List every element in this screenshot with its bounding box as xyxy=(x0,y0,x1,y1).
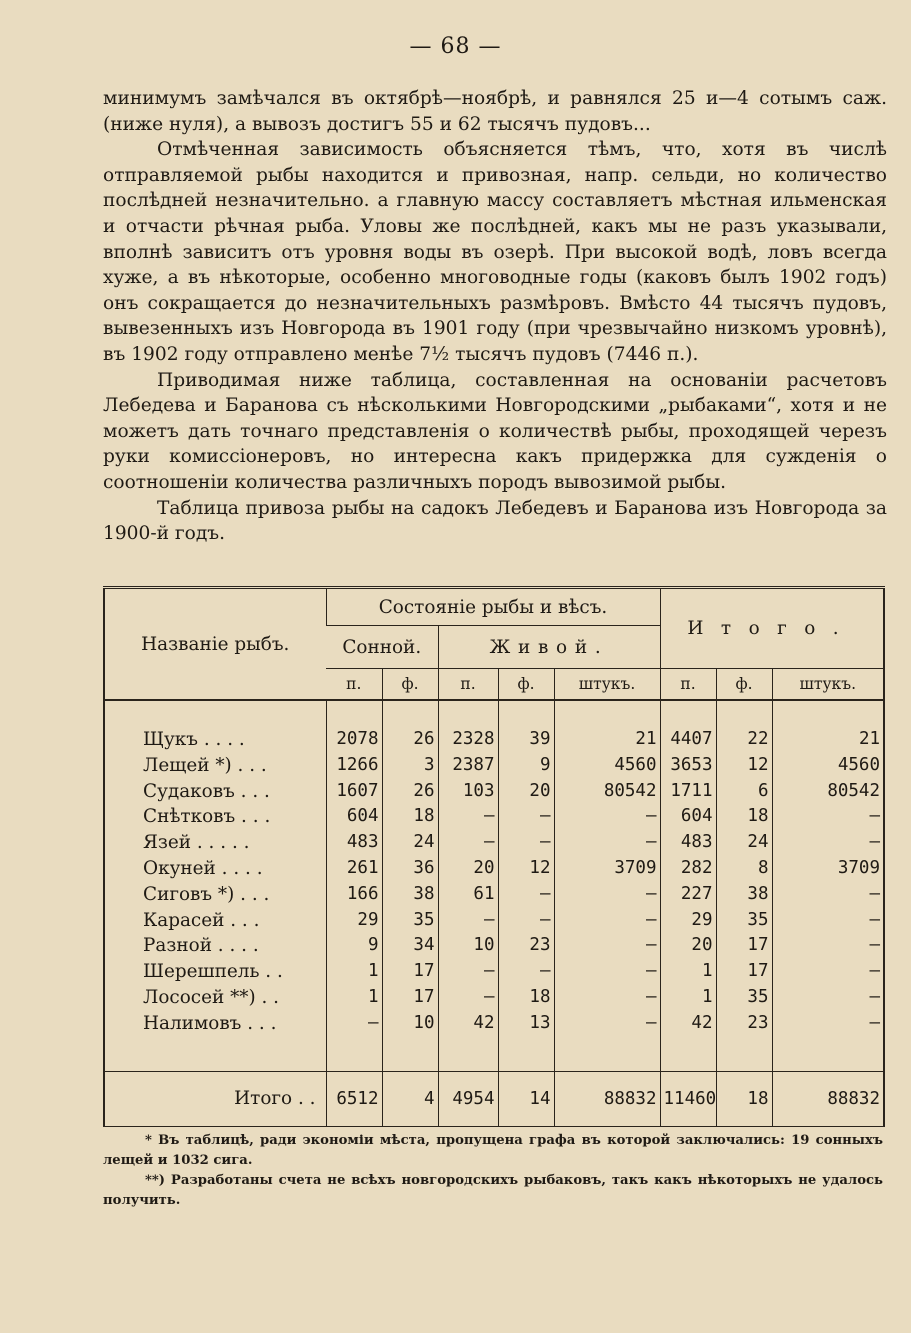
total-pud-cell: 1 xyxy=(660,985,716,1011)
fish-name-cell: Язей . . . . . xyxy=(143,832,250,854)
live-pieces-cell: — xyxy=(554,1011,660,1037)
total-funt-cell: 12 xyxy=(716,753,772,779)
table-caption: Таблица привоза рыбы на садокъ Лебедевъ и Баранова изъ Новгорода за 1900-й годъ. xyxy=(103,497,887,545)
live-pud-cell: 2387 xyxy=(438,753,498,779)
sleeping-pud-cell: 1266 xyxy=(326,753,382,779)
page-number: — 68 — xyxy=(409,34,502,59)
total-pieces-cell: — xyxy=(772,830,884,856)
fish-name-cell: Карасей . . . xyxy=(143,909,260,931)
live-funt-cell: 23 xyxy=(498,933,554,959)
live-funt-cell: 13 xyxy=(498,1011,554,1037)
unit-funt: ф. xyxy=(498,669,554,701)
live-funt-cell: 39 xyxy=(498,727,554,753)
live-pieces-cell: — xyxy=(554,933,660,959)
sleeping-funt-cell: 34 xyxy=(382,933,438,959)
fish-name-cell: Лещей *) . . . xyxy=(143,754,267,776)
live-pud-cell: 61 xyxy=(438,882,498,908)
sleeping-pud-cell: 6512 xyxy=(326,1071,382,1126)
footnote: **) Разработаны счета не всѣхъ новгородскихъ рыбаковъ, такъ какъ нѣкоторыхъ не удалось получить. xyxy=(103,1173,883,1208)
total-pieces-cell: — xyxy=(772,933,884,959)
live-pud-cell: 42 xyxy=(438,1011,498,1037)
unit-funt: ф. xyxy=(716,669,772,701)
fish-import-table xyxy=(103,586,885,1127)
live-pieces-cell: 3709 xyxy=(554,856,660,882)
fish-name-cell: Итого . . xyxy=(104,1071,326,1126)
fish-name-cell: Окуней . . . . xyxy=(143,857,263,879)
paragraph: Отмѣченная зависимость объясняется тѣмъ, что, хотя въ числѣ отправляемой рыбы находится и привозная, напр. сельди, но количество послѣдней незначительно. а главную массу составляетъ мѣстная ильменская и отчасти рѣчная рыба. Уловы же послѣдней, какъ мы не разъ указывали, вполнѣ зависитъ отъ уровня воды въ озерѣ. При высокой водѣ, ловъ всегда хуже, а въ нѣкоторые, особенно многоводные годы (каковъ былъ 1902 годъ) онъ сокращается до незначительныхъ размѣровъ. Вмѣсто 44 тысячъ пудовъ, вывезенныхъ изъ Новгорода въ 1901 году (при чрезвычайно низкомъ уровнѣ), въ 1902 году отправлено менѣе 7½ тысячъ пудовъ (7446 п.). xyxy=(103,139,887,365)
live-pieces-cell: 21 xyxy=(554,727,660,753)
total-pieces-cell: — xyxy=(772,882,884,908)
table-body xyxy=(104,700,884,1126)
live-pieces-cell: — xyxy=(554,830,660,856)
total-pieces-cell: 88832 xyxy=(772,1071,884,1126)
live-pieces-cell: 88832 xyxy=(554,1071,660,1126)
fish-name-cell: Налимовъ . . . xyxy=(143,1012,277,1034)
table-row xyxy=(104,779,884,805)
total-funt-cell: 17 xyxy=(716,959,772,985)
table-row xyxy=(104,985,884,1011)
sleeping-pud-cell: 166 xyxy=(326,882,382,908)
sleeping-funt-cell: 26 xyxy=(382,727,438,753)
fish-name-cell: Лососей **) . . xyxy=(143,986,280,1008)
sleeping-pud-cell: 261 xyxy=(326,856,382,882)
total-funt-cell: 6 xyxy=(716,779,772,805)
total-funt-cell: 18 xyxy=(716,804,772,830)
fish-name-cell: Сиговъ *) . . . xyxy=(143,883,270,905)
live-pud-cell: — xyxy=(438,804,498,830)
total-pud-cell: 3653 xyxy=(660,753,716,779)
column-header-state: Состояніе рыбы и вѣсъ. xyxy=(326,588,660,626)
total-pieces-cell: 21 xyxy=(772,727,884,753)
live-funt-cell: — xyxy=(498,882,554,908)
sleeping-pud-cell: 1 xyxy=(326,985,382,1011)
live-funt-cell: 14 xyxy=(498,1071,554,1126)
footnote: * Въ таблицѣ, ради экономіи мѣста, пропущена графа въ которой заключались: 19 сонныхъ лещей и 1032 сига. xyxy=(103,1133,883,1168)
live-pud-cell: 10 xyxy=(438,933,498,959)
fish-name-cell: Шерешпель . . xyxy=(143,961,283,983)
unit-pieces: штукъ. xyxy=(772,669,884,701)
sleeping-funt-cell: 17 xyxy=(382,959,438,985)
live-pud-cell: — xyxy=(438,830,498,856)
sleeping-funt-cell: 18 xyxy=(382,804,438,830)
footnote-divider xyxy=(103,1126,403,1127)
live-funt-cell: 12 xyxy=(498,856,554,882)
total-pieces-cell: — xyxy=(772,1011,884,1037)
fish-import-table-wrapper xyxy=(103,586,883,1127)
sleeping-funt-cell: 3 xyxy=(382,753,438,779)
live-pieces-cell: — xyxy=(554,908,660,934)
live-pieces-cell: — xyxy=(554,804,660,830)
sleeping-funt-cell: 26 xyxy=(382,779,438,805)
unit-funt: ф. xyxy=(382,669,438,701)
live-pieces-cell: 80542 xyxy=(554,779,660,805)
table-row xyxy=(104,908,884,934)
sleeping-funt-cell: 17 xyxy=(382,985,438,1011)
total-pieces-cell: 3709 xyxy=(772,856,884,882)
column-header-live: Живой. xyxy=(438,626,660,669)
table-row xyxy=(104,830,884,856)
sleeping-funt-cell: 38 xyxy=(382,882,438,908)
total-funt-cell: 8 xyxy=(716,856,772,882)
live-pud-cell: 20 xyxy=(438,856,498,882)
table-row xyxy=(104,753,884,779)
total-pud-cell: 483 xyxy=(660,830,716,856)
sleeping-pud-cell: 2078 xyxy=(326,727,382,753)
unit-pud: п. xyxy=(660,669,716,701)
live-funt-cell: 18 xyxy=(498,985,554,1011)
sleeping-pud-cell: 1607 xyxy=(326,779,382,805)
total-pud-cell: 604 xyxy=(660,804,716,830)
live-pud-cell: — xyxy=(438,908,498,934)
total-pud-cell: 20 xyxy=(660,933,716,959)
total-funt-cell: 38 xyxy=(716,882,772,908)
sleeping-funt-cell: 10 xyxy=(382,1011,438,1037)
sleeping-funt-cell: 24 xyxy=(382,830,438,856)
table-row xyxy=(104,856,884,882)
total-funt-cell: 17 xyxy=(716,933,772,959)
sleeping-pud-cell: 29 xyxy=(326,908,382,934)
live-funt-cell: — xyxy=(498,908,554,934)
unit-pud: п. xyxy=(326,669,382,701)
live-funt-cell: — xyxy=(498,959,554,985)
live-pud-cell: — xyxy=(438,985,498,1011)
sleeping-pud-cell: 1 xyxy=(326,959,382,985)
fish-name-cell: Щукъ . . . . xyxy=(143,729,245,750)
sleeping-funt-cell: 36 xyxy=(382,856,438,882)
live-pud-cell: 103 xyxy=(438,779,498,805)
unit-pud: п. xyxy=(438,669,498,701)
live-pieces-cell: — xyxy=(554,959,660,985)
sleeping-pud-cell: 9 xyxy=(326,933,382,959)
total-pud-cell: 282 xyxy=(660,856,716,882)
sleeping-pud-cell: 604 xyxy=(326,804,382,830)
table-row xyxy=(104,959,884,985)
table-gap-row xyxy=(104,1037,884,1072)
total-pieces-cell: 80542 xyxy=(772,779,884,805)
table-row xyxy=(104,727,884,753)
fish-name-cell: Судаковъ . . . xyxy=(143,780,270,802)
total-pieces-cell: — xyxy=(772,804,884,830)
sleeping-pud-cell: — xyxy=(326,1011,382,1037)
total-pieces-cell: — xyxy=(772,908,884,934)
fish-name-cell: Снѣтковъ . . . xyxy=(143,806,271,828)
total-pud-cell: 4407 xyxy=(660,727,716,753)
live-funt-cell: — xyxy=(498,804,554,830)
live-funt-cell: 9 xyxy=(498,753,554,779)
sleeping-pud-cell: 483 xyxy=(326,830,382,856)
fish-name-cell: Разной . . . . xyxy=(143,935,259,957)
total-pud-cell: 227 xyxy=(660,882,716,908)
live-funt-cell: — xyxy=(498,830,554,856)
table-row xyxy=(104,804,884,830)
body-text xyxy=(103,86,887,547)
live-pieces-cell: 4560 xyxy=(554,753,660,779)
total-pieces-cell: 4560 xyxy=(772,753,884,779)
table-row xyxy=(104,1011,884,1037)
live-pieces-cell: — xyxy=(554,882,660,908)
total-pud-cell: 29 xyxy=(660,908,716,934)
total-funt-cell: 35 xyxy=(716,985,772,1011)
total-row xyxy=(104,1071,884,1126)
live-funt-cell: 20 xyxy=(498,779,554,805)
total-pieces-cell: — xyxy=(772,985,884,1011)
footnotes xyxy=(103,1126,883,1211)
table-row xyxy=(104,933,884,959)
paragraph: Приводимая ниже таблица, составленная на основаніи расчетовъ Лебедева и Баранова съ нѣсколькими Новгородскими „рыбаками“, хотя и не можетъ дать точнаго представленія о количествѣ рыбы, проходящей черезъ руки комиссіонеровъ, но интересна какъ придержка для сужденія о соотношеніи количества различныхъ породъ вывозимой рыбы. xyxy=(103,369,887,493)
sleeping-funt-cell: 35 xyxy=(382,908,438,934)
column-header-total: Итого. xyxy=(660,588,884,669)
total-funt-cell: 35 xyxy=(716,908,772,934)
live-pud-cell: — xyxy=(438,959,498,985)
table-row xyxy=(104,882,884,908)
total-pieces-cell: — xyxy=(772,959,884,985)
total-funt-cell: 23 xyxy=(716,1011,772,1037)
total-funt-cell: 22 xyxy=(716,727,772,753)
total-funt-cell: 24 xyxy=(716,830,772,856)
live-pieces-cell: — xyxy=(554,985,660,1011)
total-pud-cell: 42 xyxy=(660,1011,716,1037)
live-pud-cell: 4954 xyxy=(438,1071,498,1126)
column-header-sleeping: Сонной. xyxy=(326,626,438,669)
total-pud-cell: 11460 xyxy=(660,1071,716,1126)
paragraph: минимумъ замѣчался въ октябрѣ—ноябрѣ, и равнялся 25 и—4 сотымъ саж. (ниже нуля), а вывозъ достигъ 55 и 62 тысячъ пудовъ... xyxy=(103,88,887,135)
unit-pieces: штукъ. xyxy=(554,669,660,701)
column-header-name: Названіе рыбъ. xyxy=(104,588,326,701)
sleeping-funt-cell: 4 xyxy=(382,1071,438,1126)
total-pud-cell: 1711 xyxy=(660,779,716,805)
live-pud-cell: 2328 xyxy=(438,727,498,753)
total-funt-cell: 18 xyxy=(716,1071,772,1126)
total-pud-cell: 1 xyxy=(660,959,716,985)
